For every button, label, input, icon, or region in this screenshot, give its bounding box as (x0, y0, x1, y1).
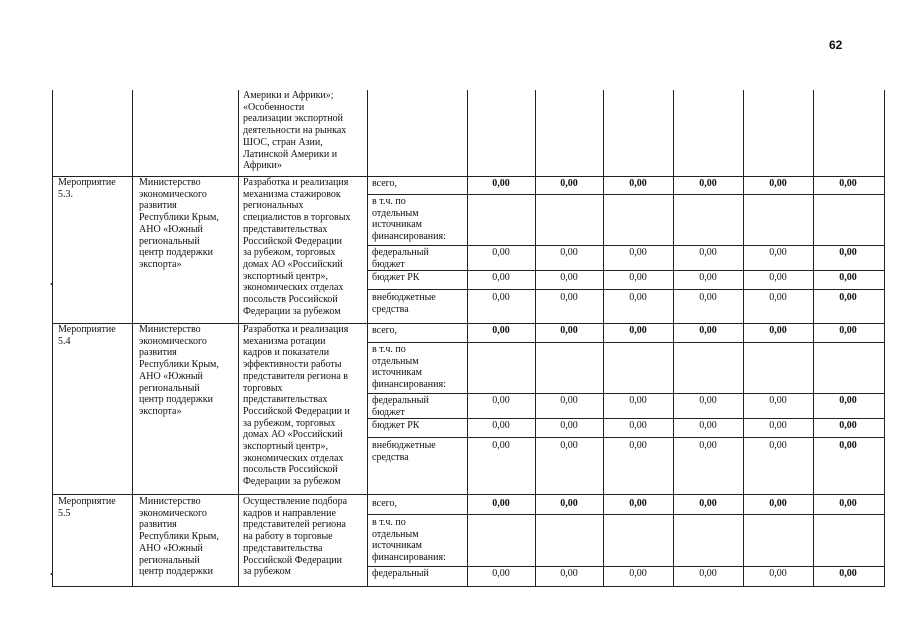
value-cell: 0,00 (839, 568, 857, 579)
value-cell: 0,00 (560, 395, 578, 406)
source-label: в т.ч. по отдельным источникам финансирования: (372, 196, 446, 243)
value-cell: 0,00 (560, 440, 578, 451)
value-cell: 0,00 (629, 178, 647, 189)
value-cell: 0,00 (560, 292, 578, 303)
value-cell: 0,00 (492, 178, 510, 189)
value-cell: 0,00 (699, 420, 717, 431)
executor-text: Министерство экономического развития Республики Крым, АНО «Южный региональный центр поддержки экспорта» (139, 177, 219, 270)
source-label: всего, (372, 498, 398, 509)
value-cell: 0,00 (629, 420, 647, 431)
value-cell: 0,00 (492, 440, 510, 451)
value-cell: 0,00 (769, 420, 787, 431)
value-cell: 0,00 (629, 292, 647, 303)
event-description: Разработка и реализация механизма ротации кадров и показатели эффективности работы представителя региона в торговых представительствах Российской Федерации и за рубежом, торговых домах АО «Российский экспортный центр», экономических отделах посольств Российской Федерации за рубежом (243, 324, 350, 488)
value-cell: 0,00 (699, 247, 717, 258)
value-cell: 0,00 (492, 247, 510, 258)
value-cell: 0,00 (839, 325, 857, 336)
source-label: федеральный бюджет (372, 395, 429, 418)
value-cell: 0,00 (769, 498, 787, 509)
value-cell: 0,00 (629, 247, 647, 258)
value-cell: 0,00 (839, 440, 857, 451)
value-cell: 0,00 (629, 272, 647, 283)
executor-text: Министерство экономического развития Республики Крым, АНО «Южный региональный центр поддержки (139, 496, 219, 578)
value-cell: 0,00 (492, 568, 510, 579)
value-cell: 0,00 (699, 568, 717, 579)
value-cell: 0,00 (560, 420, 578, 431)
value-cell: 0,00 (699, 325, 717, 336)
value-cell: 0,00 (839, 420, 857, 431)
value-cell: 0,00 (769, 395, 787, 406)
value-cell: 0,00 (629, 440, 647, 451)
value-cell: 0,00 (839, 292, 857, 303)
value-cell: 0,00 (839, 395, 857, 406)
value-cell: 0,00 (492, 325, 510, 336)
value-cell: 0,00 (560, 178, 578, 189)
source-label: в т.ч. по отдельным источникам финансирования: (372, 517, 446, 564)
value-cell: 0,00 (769, 272, 787, 283)
value-cell: 0,00 (629, 498, 647, 509)
value-cell: 0,00 (769, 178, 787, 189)
value-cell: 0,00 (769, 440, 787, 451)
value-cell: 0,00 (699, 178, 717, 189)
event-label: Мероприятие 5.5 (58, 496, 116, 519)
value-cell: 0,00 (839, 498, 857, 509)
source-label: всего, (372, 325, 398, 336)
value-cell: 0,00 (699, 292, 717, 303)
source-label: внебюджетные средства (372, 440, 436, 463)
value-cell: 0,00 (629, 395, 647, 406)
value-cell: 0,00 (699, 440, 717, 451)
continued-description: Америки и Африки»; «Особенности реализации экспортной деятельности на рынках ШОС, стран Азии, Латинской Америки и Африки» (243, 90, 347, 172)
value-cell: 0,00 (492, 420, 510, 431)
event-label: Мероприятие 5.4 (58, 324, 116, 347)
value-cell: 0,00 (839, 178, 857, 189)
value-cell: 0,00 (839, 247, 857, 258)
source-label: федеральный бюджет (372, 247, 429, 270)
scan-mark: • (50, 280, 53, 289)
executor-text: Министерство экономического развития Республики Крым, АНО «Южный региональный центр поддержки экспорта» (139, 324, 219, 417)
value-cell: 0,00 (769, 325, 787, 336)
value-cell: 0,00 (769, 292, 787, 303)
value-cell: 0,00 (560, 498, 578, 509)
value-cell: 0,00 (560, 325, 578, 336)
source-label: бюджет РК (372, 272, 420, 283)
scan-mark: • (50, 570, 53, 579)
value-cell: 0,00 (492, 272, 510, 283)
value-cell: 0,00 (699, 498, 717, 509)
value-cell: 0,00 (839, 272, 857, 283)
event-description: Осуществление подбора кадров и направление представителей региона на работу в торговые представительства Российской Федерации за рубежом (243, 496, 348, 578)
value-cell: 0,00 (560, 247, 578, 258)
value-cell: 0,00 (699, 272, 717, 283)
value-cell: 0,00 (492, 292, 510, 303)
value-cell: 0,00 (699, 395, 717, 406)
value-cell: 0,00 (492, 395, 510, 406)
event-description: Разработка и реализация механизма стажировок региональных специалистов в торговых представительствах Российской Федерации за рубежом, торговых домах АО «Российский экспортный центр», экономических отделах посольств Российской Федерации за рубежом (243, 177, 351, 317)
value-cell: 0,00 (769, 247, 787, 258)
page-number: 62 (829, 38, 843, 52)
value-cell: 0,00 (769, 568, 787, 579)
source-label: в т.ч. по отдельным источникам финансирования: (372, 344, 446, 391)
source-label: внебюджетные средства (372, 292, 436, 315)
value-cell: 0,00 (629, 325, 647, 336)
value-cell: 0,00 (560, 568, 578, 579)
value-cell: 0,00 (629, 568, 647, 579)
source-label: бюджет РК (372, 420, 420, 431)
source-label: федеральный (372, 568, 429, 579)
event-label: Мероприятие 5.3. (58, 177, 116, 200)
source-label: всего, (372, 178, 398, 189)
value-cell: 0,00 (492, 498, 510, 509)
value-cell: 0,00 (560, 272, 578, 283)
